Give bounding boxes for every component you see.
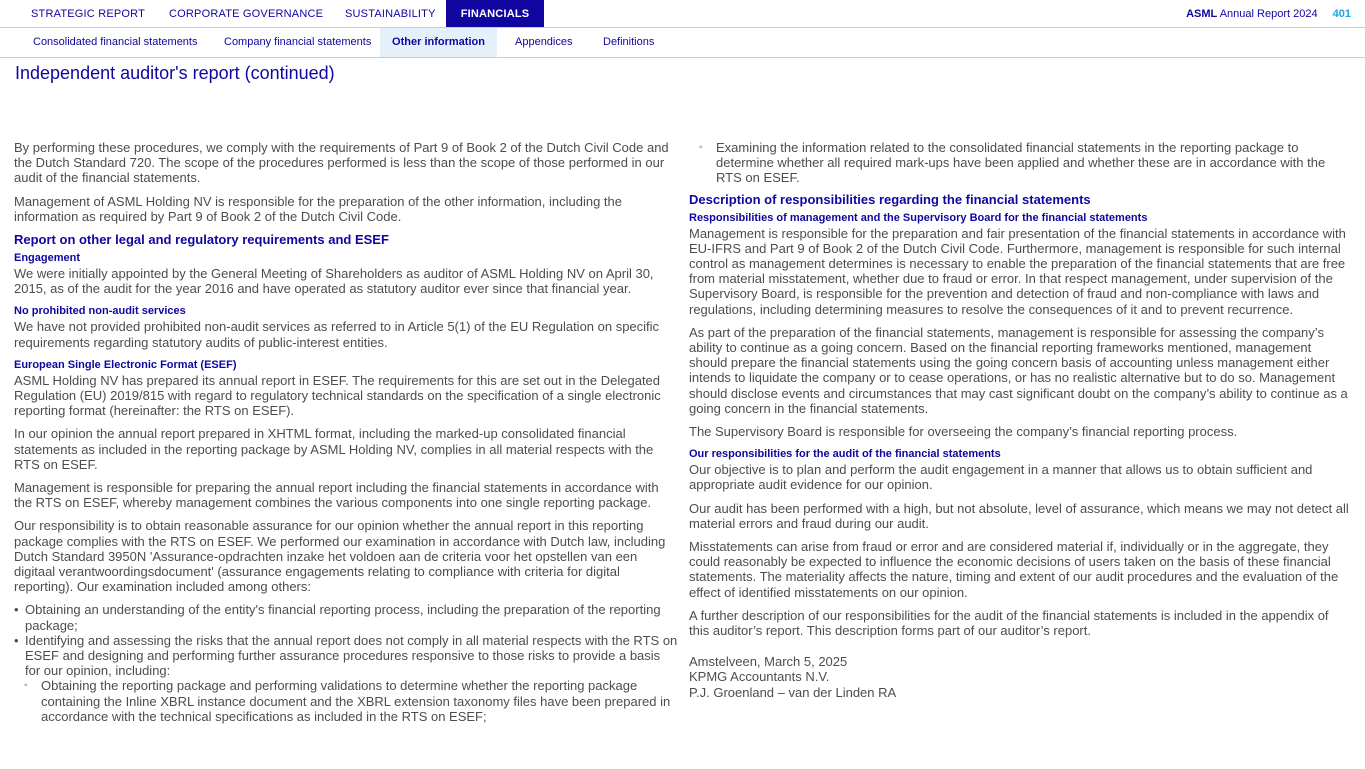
paragraph: Our responsibility is to obtain reasonable assurance for our opinion whether the annual report in this reporting package complies with the RTS on ESEF. We performed our examination in accordance with Dutch law, including Dutch Standard 3950N 'Assurance-opdrachten inzake het voldoen aan de criteria voor het opstellen van een digitaal verantwoordingsdocument' (assurance engagements relating to compliance with criteria for digital reporting). Our examination included among others:	[14, 518, 666, 595]
procedures-list	[14, 602, 678, 724]
subnav-definitions[interactable]: Definitions	[603, 36, 655, 48]
paragraph: A further description of our responsibilities for the audit of the financial statements is included in the appendix of this auditor’s report. This description forms part of our auditor’s report.	[689, 607, 1329, 639]
signature-place-date: Amstelveen, March 5, 2025	[689, 654, 848, 670]
tab-financials[interactable]: FINANCIALS	[446, 0, 544, 27]
paragraph: By performing these procedures, we comply with the requirements of Part 9 of Book 2 of the Dutch Civil Code and the Dutch Standard 720. The scope of the procedures performed is less than the scope of those performed in our audit of the financial statements.	[14, 140, 669, 186]
paragraph: We were initially appointed by the General Meeting of Shareholders as auditor of ASML Holding NV on April 30, 2015, as of the audit for the year 2016 and have operated as statutory auditor ever since that financial year.	[14, 266, 654, 297]
brand-report-title: Annual Report 2024	[1219, 8, 1318, 20]
sub-list-item: ◦ Obtaining the reporting package and performing validations to determine whether the reporting package containing the Inline XBRL instance document and the XBRL extension taxonomy files have been prepared in accordance with the technical specifications as included in the RTS on ESEF;	[14, 678, 678, 724]
sub-navigation	[0, 28, 1365, 58]
subnav-consolidated-financial-statements[interactable]: Consolidated financial statements	[33, 36, 198, 48]
paragraph: Misstatements can arise from fraud or error and are considered material if, individually or in the aggregate, they could reasonably be expected to influence the economic decisions of users taken on the basis of these financial statements. The materiality affects the nature, timing and extent of our audit procedures and the evaluation of the effect of identified misstatements on our opinion.	[689, 539, 1339, 600]
section-heading-description-of-responsibilities: Description of responsibilities regarding the financial statements	[689, 191, 1091, 207]
subheading-no-prohibited-non-audit-services: No prohibited non-audit services	[14, 305, 186, 318]
tab-corporate-governance[interactable]: CORPORATE GOVERNANCE	[169, 8, 324, 20]
subheading-engagement: Engagement	[14, 252, 81, 265]
subheading-our-responsibilities: Our responsibilities for the audit of the financial statements	[689, 448, 1001, 461]
list-item: • Identifying and assessing the risks that the annual report does not comply in all material respects with the RTS on ESEF and designing and performing further assurance procedures responsive to those risks to provide a basis for our opinion, including:	[14, 633, 678, 679]
sub-list-item: ◦ Examining the information related to the consolidated financial statements in the reporting package to determine whether all required mark-ups have been applied and whether these are in accordance with the RTS on ESEF.	[689, 140, 1351, 186]
tab-strategic-report[interactable]: STRATEGIC REPORT	[31, 8, 146, 20]
signature-firm: KPMG Accountants N.V.	[689, 669, 830, 685]
signature-block	[689, 654, 1351, 700]
signature-name: P.J. Groenland – van der Linden RA	[689, 684, 897, 700]
paragraph: We have not provided prohibited non-audit services as referred to in Article 5(1) of the EU Regulation on specific requirements regarding statutory audits of public-interest entities.	[14, 319, 660, 350]
right-column	[689, 140, 1351, 700]
page-title: Independent auditor's report (continued)	[15, 63, 335, 83]
paragraph: As part of the preparation of the financial statements, management is responsible for assessing the company’s ability to continue as a going concern. Based on the financial reporting frameworks mentioned, management should prepare the financial statements using the going concern basis of accounting unless management either intends to liquidate the company or to cease operations, or has no realistic alternative but to do so. Management should disclose events and circumstances that may cast significant doubt on the company’s ability to continue as a going concern in the financial statements.	[689, 324, 1348, 416]
paragraph: Management is responsible for the preparation and fair presentation of the financial statements in accordance with EU-IFRS and Part 9 of Book 2 of the Dutch Civil Code. Furthermore, management is responsible for such internal control as management determines is necessary to enable the preparation of the financial statements that are free from material misstatement, whether due to fraud or error. In that respect management, under supervision of the Supervisory Board, is responsible for the prevention and detection of fraud and non-compliance with laws and regulations, including determining measures to resolve the consequences of it and to prevent recurrence.	[689, 225, 1346, 317]
report-brand	[1186, 0, 1351, 27]
tab-sustainability[interactable]: SUSTAINABILITY	[345, 8, 436, 20]
paragraph: Management of ASML Holding NV is responsible for the preparation of the other information, including the information as required by Part 9 of Book 2 of the Dutch Civil Code.	[14, 193, 622, 224]
subnav-other-information[interactable]: Other information	[380, 28, 497, 57]
procedures-list-continued	[689, 140, 1351, 186]
paragraph: Our audit has been performed with a high, but not absolute, level of assurance, which means we may not detect all material errors and fraud during our audit.	[689, 500, 1349, 531]
page-number: 401	[1332, 8, 1351, 20]
subheading-esef: European Single Electronic Format (ESEF)	[14, 358, 237, 371]
left-column	[14, 140, 678, 724]
brand-name: ASML	[1186, 8, 1218, 20]
paragraph: Our objective is to plan and perform the audit engagement in a manner that allows us to obtain sufficient and appropriate audit evidence for our opinion.	[689, 462, 1313, 493]
subnav-company-financial-statements[interactable]: Company financial statements	[224, 36, 372, 48]
paragraph: Management is responsible for preparing the annual report including the financial statements in accordance with the RTS on ESEF, whereby management combines the various components into one single reporting package.	[14, 480, 659, 511]
top-navigation	[0, 0, 1365, 28]
paragraph: In our opinion the annual report prepared in XHTML format, including the marked-up consolidated financial statements as included in the reporting package by ASML Holding NV, complies in all material respects with the RTS on ESEF.	[14, 426, 654, 472]
list-item: • Obtaining an understanding of the entity's financial reporting process, including the preparation of the reporting package;	[14, 602, 678, 632]
paragraph: The Supervisory Board is responsible for overseeing the company’s financial reporting process.	[689, 424, 1238, 440]
paragraph: ASML Holding NV has prepared its annual report in ESEF. The requirements for this are set out in the Delegated Regulation (EU) 2019/815 with regard to regulatory technical standards on the specification of a single electronic reporting format (hereinafter: the RTS on ESEF).	[14, 372, 661, 419]
subheading-management-responsibilities: Responsibilities of management and the Supervisory Board for the financial statements	[689, 211, 1148, 224]
subnav-appendices[interactable]: Appendices	[515, 36, 573, 48]
section-heading-report-other-requirements: Report on other legal and regulatory requirements and ESEF	[14, 232, 389, 248]
